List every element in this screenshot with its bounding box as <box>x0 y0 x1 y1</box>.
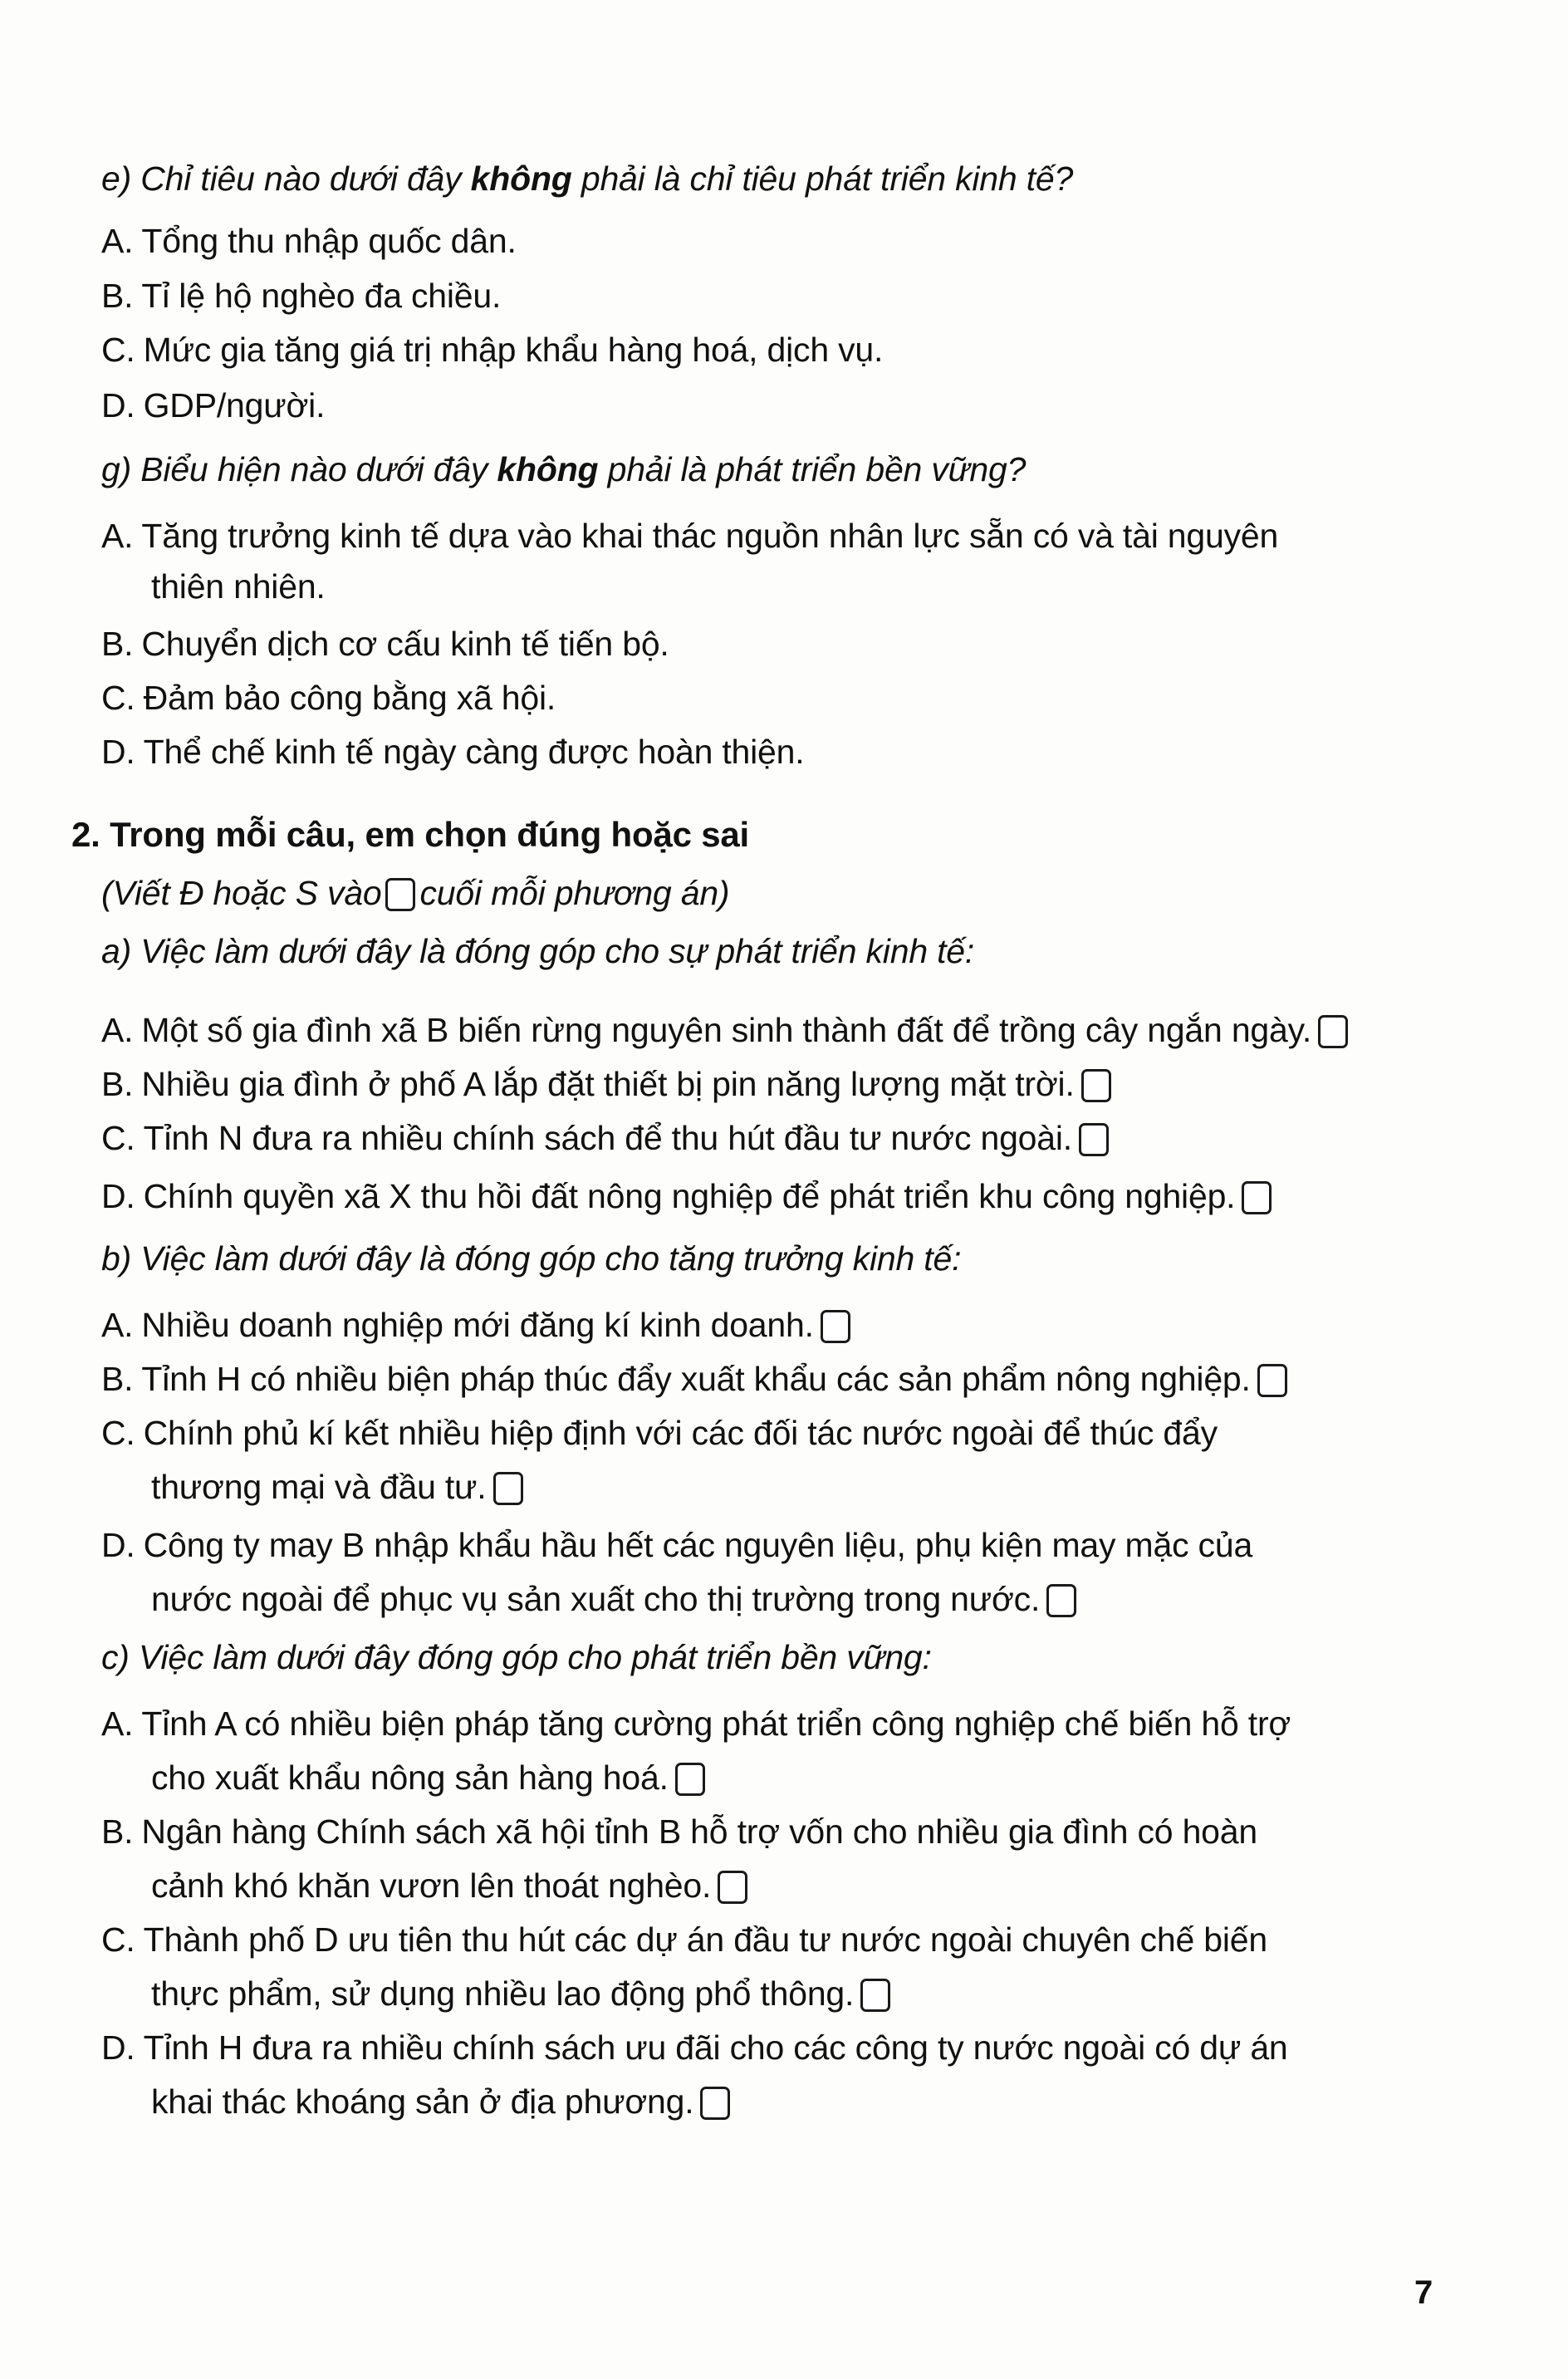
option-2a-d: D. Chính quyền xã X thu hồi đất nông nghiệp để phát triển khu công nghiệp. <box>101 1173 1272 1219</box>
option-e-c: C. Mức gia tăng giá trị nhập khẩu hàng hoá, dịch vụ. <box>101 331 884 369</box>
option-g-a: A. Tăng trưởng kinh tế dựa vào khai thác nguồn nhân lực sẵn có và tài nguyên <box>101 517 1279 555</box>
answer-checkbox[interactable] <box>718 1871 747 1904</box>
answer-checkbox[interactable] <box>1242 1181 1272 1214</box>
section-heading: 2. Trong mỗi câu, em chọn đúng hoặc sai <box>71 815 749 854</box>
option-2b-d-continued: nước ngoài để phục vụ sản xuất cho thị trường trong nước. <box>151 1576 1076 1622</box>
option-2a-a: A. Một số gia đình xã B biến rừng nguyên sinh thành đất để trồng cây ngắn ngày. <box>101 1007 1348 1053</box>
option-g-b: B. Chuyển dịch cơ cấu kinh tế tiến bộ. <box>101 625 669 663</box>
emphasis-text: không <box>470 159 572 198</box>
answer-checkbox[interactable] <box>1079 1123 1109 1156</box>
option-2c-a-continued: cho xuất khẩu nông sản hàng hoá. <box>151 1754 705 1801</box>
answer-checkbox[interactable] <box>493 1472 523 1505</box>
option-2a-c: C. Tỉnh N đưa ra nhiều chính sách để thu hút đầu tư nước ngoài. <box>101 1115 1109 1161</box>
option-e-b: B. Tỉ lệ hộ nghèo đa chiều. <box>101 277 502 315</box>
option-2b-a: A. Nhiều doanh nghiệp mới đăng kí kinh doanh. <box>101 1302 850 1348</box>
answer-checkbox[interactable] <box>1081 1069 1111 1102</box>
answer-checkbox[interactable] <box>821 1310 850 1343</box>
question-label: e) <box>101 159 132 198</box>
option-2c-d: D. Tỉnh H đưa ra nhiều chính sách ưu đãi cho các công ty nước ngoài có dự án <box>101 2028 1288 2067</box>
answer-checkbox[interactable] <box>1257 1364 1287 1397</box>
option-2c-c-continued: thực phẩm, sử dụng nhiều lao động phổ thông. <box>151 1970 890 2017</box>
option-2b-c: C. Chính phủ kí kết nhiều hiệp định với các đối tác nước ngoài để thúc đẩy <box>101 1414 1218 1452</box>
option-2c-d-continued: khai thác khoáng sản ở địa phương. <box>151 2078 730 2125</box>
option-e-a: A. Tổng thu nhập quốc dân. <box>101 222 517 260</box>
answer-box-example <box>385 878 415 911</box>
option-g-a-continued: thiên nhiên. <box>151 567 326 606</box>
subquestion-b-prompt: b) Việc làm dưới đây là đóng góp cho tăng trưởng kinh tế: <box>101 1239 962 1278</box>
answer-checkbox[interactable] <box>1318 1015 1348 1048</box>
question-e-prompt: e) Chỉ tiêu nào dưới đây không phải là chỉ tiêu phát triển kinh tế? <box>101 159 1074 198</box>
option-g-d: D. Thể chế kinh tế ngày càng được hoàn thiện. <box>101 733 805 771</box>
answer-checkbox[interactable] <box>1046 1584 1076 1617</box>
answer-checkbox[interactable] <box>700 2087 730 2120</box>
page-number: 7 <box>1414 2274 1433 2311</box>
option-2b-c-continued: thương mại và đầu tư. <box>151 1464 523 1510</box>
option-g-c: C. Đảm bảo công bằng xã hội. <box>101 679 556 717</box>
option-2c-a: A. Tỉnh A có nhiều biện pháp tăng cường phát triển công nghiệp chế biến hỗ trợ <box>101 1705 1291 1743</box>
subquestion-c-prompt: c) Việc làm dưới đây đóng góp cho phát triển bền vững: <box>101 1638 932 1676</box>
emphasis-text: không <box>497 450 599 488</box>
option-2c-c: C. Thành phố D ưu tiên thu hút các dự án đầu tư nước ngoài chuyên chế biến <box>101 1920 1267 1959</box>
option-2c-b-continued: cảnh khó khăn vươn lên thoát nghèo. <box>151 1862 747 1909</box>
option-2b-b: B. Tỉnh H có nhiều biện pháp thúc đẩy xuất khẩu các sản phẩm nông nghiệp. <box>101 1356 1287 1402</box>
answer-checkbox[interactable] <box>860 1979 890 2012</box>
option-2c-b: B. Ngân hàng Chính sách xã hội tỉnh B hỗ trợ vốn cho nhiều gia đình có hoàn <box>101 1812 1257 1851</box>
option-2a-b: B. Nhiều gia đình ở phố A lắp đặt thiết bị pin năng lượng mặt trời. <box>101 1061 1111 1107</box>
question-g-prompt: g) Biểu hiện nào dưới đây không phải là phát triển bền vững? <box>101 450 1027 488</box>
option-e-d: D. GDP/người. <box>101 386 326 424</box>
question-label: g) <box>101 450 132 488</box>
option-2b-d: D. Công ty may B nhập khẩu hầu hết các nguyên liệu, phụ kiện may mặc của <box>101 1526 1253 1564</box>
instruction-text: (Viết Đ hoặc S vào cuối mỗi phương án) <box>101 874 730 912</box>
subquestion-a-prompt: a) Việc làm dưới đây là đóng góp cho sự phát triển kinh tế: <box>101 932 975 970</box>
answer-checkbox[interactable] <box>675 1763 705 1796</box>
